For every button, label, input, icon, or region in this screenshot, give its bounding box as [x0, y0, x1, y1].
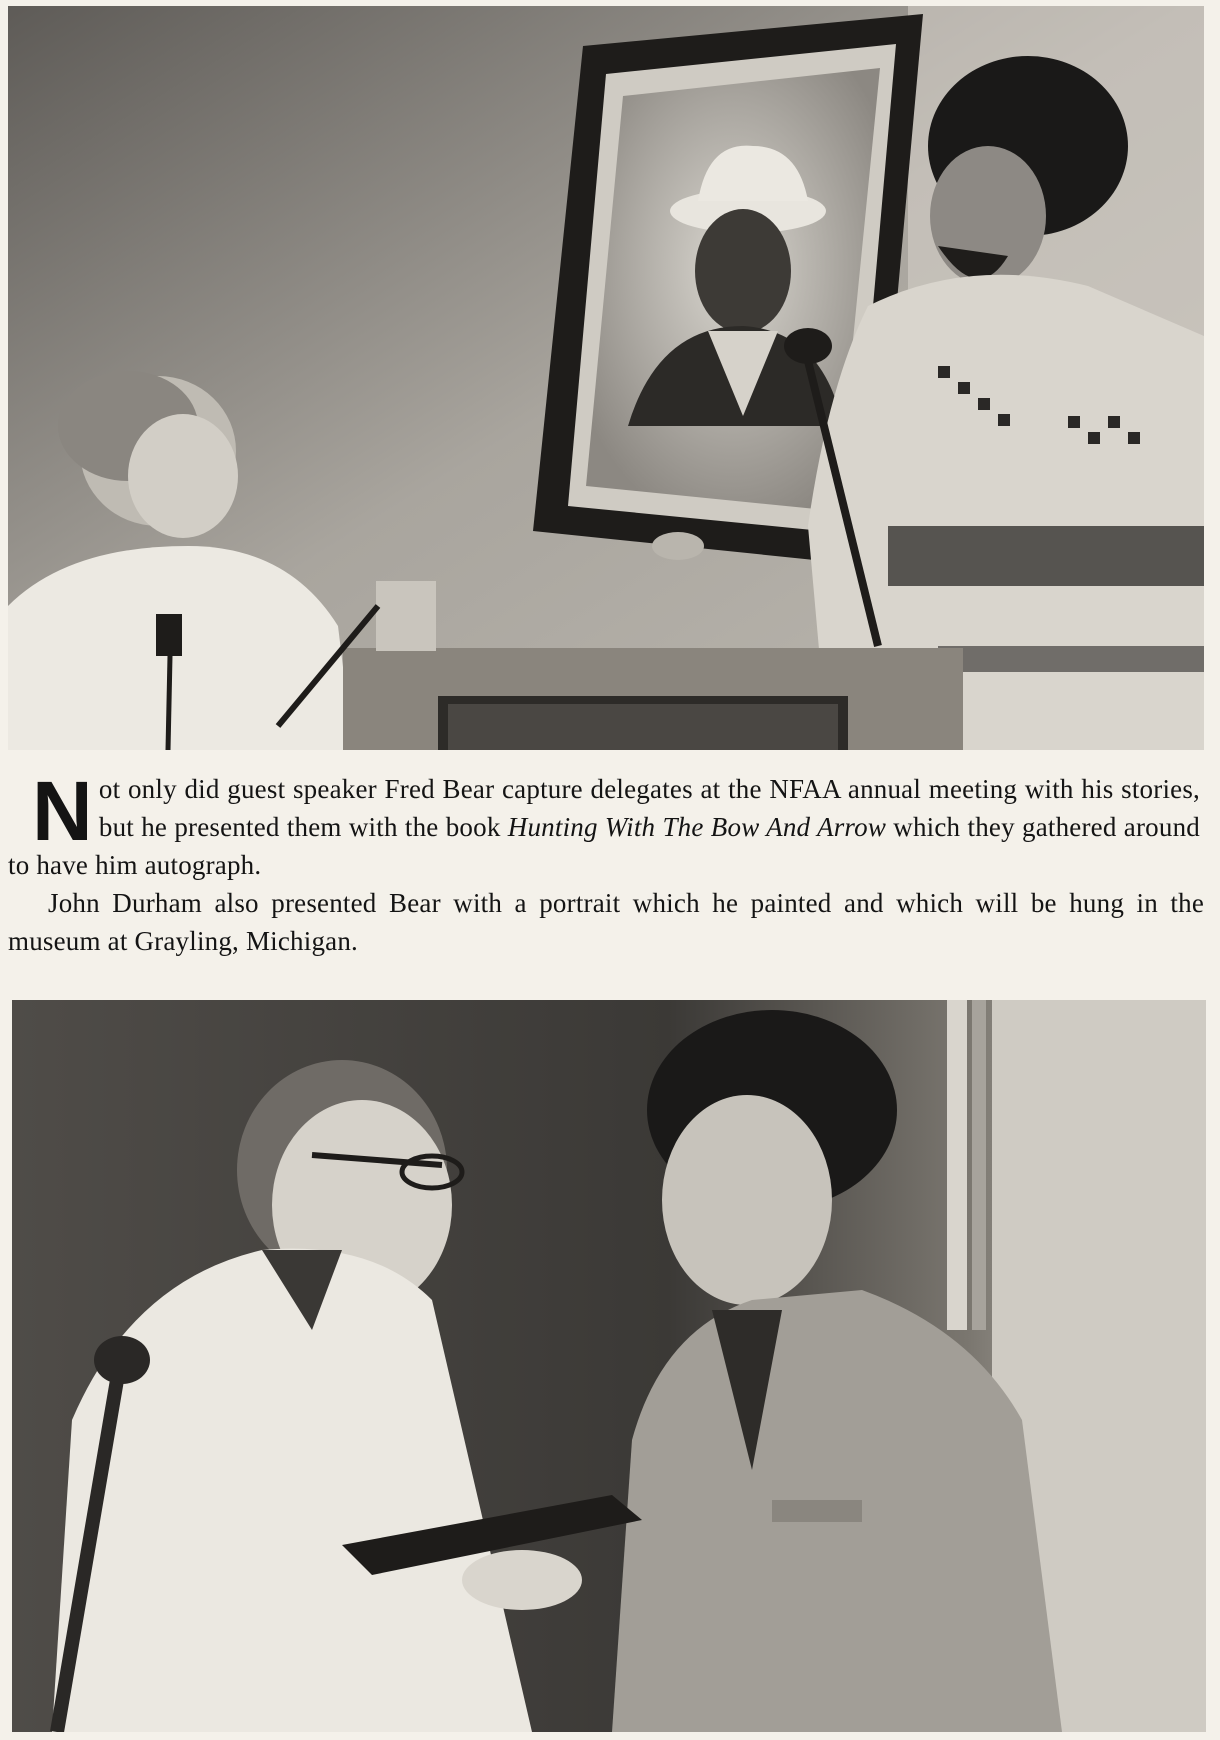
photo-portrait-presentation — [8, 6, 1204, 750]
drop-cap: N — [32, 764, 93, 858]
book-title: Hunting With The Bow And Arrow — [507, 812, 887, 842]
caption-paragraph-1 — [8, 764, 1204, 884]
caption-text-part-1: ot only did guest speaker Fred Bear capture delegates at the NFAA annual meeting with his stories, but he presented them with the book — [98, 774, 1200, 842]
photo-book-exchange-image — [12, 1000, 1206, 1732]
caption-text-part-2: which they gathered around to have him autograph. — [8, 812, 1200, 880]
photo-caption — [8, 764, 1204, 960]
photo-book-exchange — [12, 1000, 1206, 1732]
caption-paragraph-2: John Durham also presented Bear with a portrait which he painted and which will be hung in the museum at Grayling, Michigan. — [8, 888, 1204, 956]
photo-portrait-presentation-image — [8, 6, 1204, 750]
